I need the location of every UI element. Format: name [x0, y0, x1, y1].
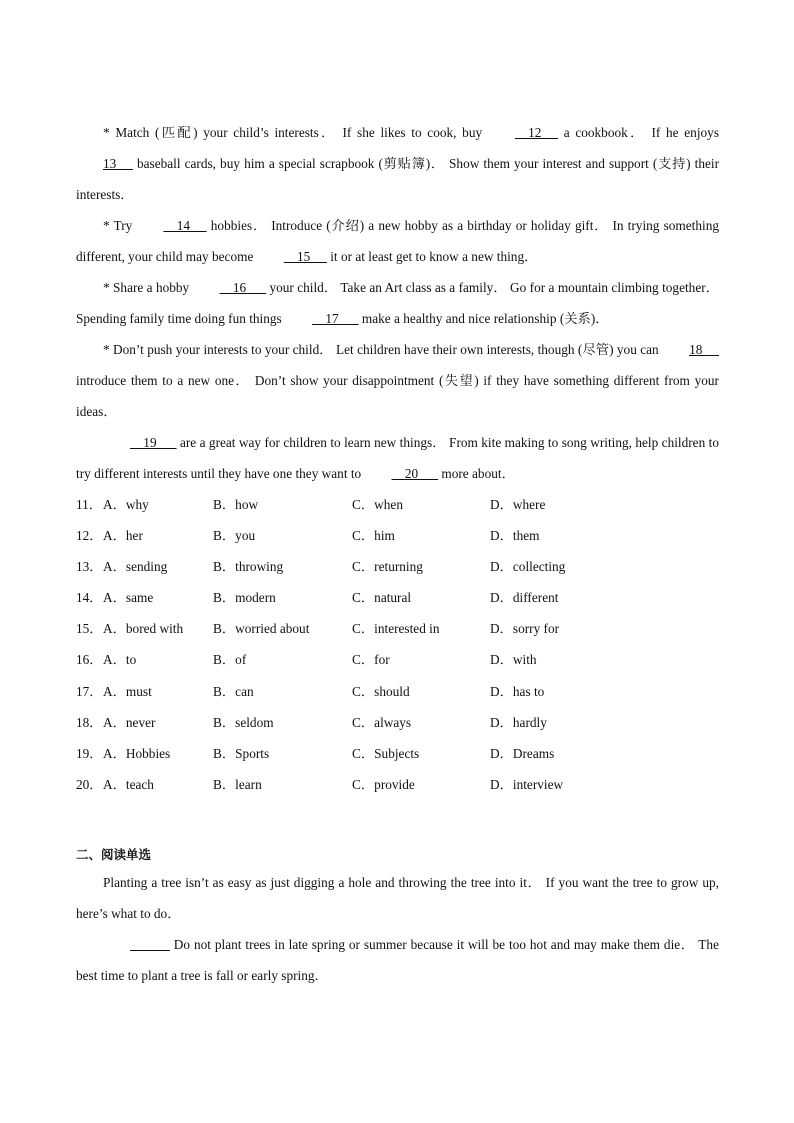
question-number: 17． [76, 683, 103, 699]
option-a: A．must [103, 683, 152, 699]
text: * Share a hobby [103, 280, 193, 295]
option-a: A．to [103, 652, 137, 668]
option-c: C．should [352, 683, 410, 699]
option-c: C．Subjects [352, 745, 420, 761]
option-a: A．same [103, 590, 154, 606]
text: hobbies． Introduce (介绍) a new hobby as a birthday or holiday gift． In trying something different, your child may become [76, 218, 719, 264]
option-d: D．Dreams [490, 745, 555, 761]
option-d: D．interview [490, 776, 564, 792]
text: your child． Take an Art class as a family． Go for a mountain climbing together． Spending family time doing fun things [76, 280, 719, 326]
document-content [76, 117, 719, 991]
option-b: B．of [213, 652, 247, 668]
text: are a great way for children to learn new things． From kite making to song writing, help children to try different interests until they have one they want to [76, 435, 719, 481]
option-d: D．where [490, 497, 546, 512]
text: make a healthy and nice relationship (关系)． [358, 311, 609, 326]
text: it or at least get to know a new thing． [326, 249, 538, 264]
text: introduce them to a new one． Don’t show your disappointment (失望) if they have something different from your ideas． [76, 373, 719, 419]
option-a: A．her [103, 528, 143, 544]
option-d: D．different [490, 590, 559, 606]
option-c: C．him [352, 528, 395, 544]
option-d: D．hardly [490, 714, 547, 730]
option-d: D．with [490, 652, 537, 668]
option-row-12 [76, 520, 719, 551]
option-row-15 [76, 613, 719, 644]
option-c: C．natural [352, 590, 412, 606]
cloze-paragraph-5 [76, 427, 719, 489]
option-a: A．why [103, 497, 149, 512]
option-row-16 [76, 644, 719, 675]
option-b: B．worried about [213, 621, 310, 637]
option-a: A．Hobbies [103, 745, 171, 761]
option-row-13 [76, 551, 719, 582]
option-b: B．Sports [213, 745, 270, 761]
options-list [76, 489, 719, 800]
option-b: B．can [213, 683, 254, 699]
option-b: B．modern [213, 590, 276, 606]
option-row-17 [76, 676, 719, 707]
section-title: 二、阅读单选 [76, 846, 152, 862]
text: * Match (匹配) your child’s interests． If she likes to cook, buy [103, 125, 488, 140]
option-row-19 [76, 738, 719, 769]
blank-17: 17 [312, 311, 359, 326]
question-number: 13． [76, 559, 103, 575]
question-number: 12． [76, 528, 103, 544]
question-number: 20． [76, 776, 103, 792]
option-b: B．you [213, 528, 256, 544]
option-row-20 [76, 769, 719, 800]
option-c: C．interested in [352, 621, 440, 637]
option-c: C．provide [352, 776, 415, 792]
option-b: B．seldom [213, 714, 274, 730]
blank-13: 13 [103, 156, 133, 171]
option-d: D．collecting [490, 559, 566, 575]
blank-14: 14 [163, 218, 207, 233]
text: a cookbook． If he enjoys [558, 125, 719, 140]
question-number: 11． [76, 497, 103, 512]
blank-19: 19 [130, 435, 177, 450]
option-c: C．for [352, 652, 390, 668]
option-b: B．how [213, 497, 259, 512]
text: Do not plant trees in late spring or summer because it will be too hot and may make them die． The best time to plant a tree is fall or early spring． [76, 936, 719, 983]
option-c: C．always [352, 714, 412, 730]
option-row-14 [76, 582, 719, 613]
text: * Don’t push your interests to your child． Let children have their own interests, though (尽管) you can [103, 342, 663, 357]
option-a: A．never [103, 714, 156, 730]
cloze-paragraph-1 [76, 117, 719, 210]
blank-15: 15 [283, 249, 327, 264]
question-number: 16． [76, 652, 103, 668]
option-a: A．sending [103, 559, 168, 575]
question-number: 15． [76, 621, 103, 637]
blank-12: 12 [514, 125, 559, 140]
blank-16: 16 [219, 280, 267, 295]
reading-paragraph-1 [76, 867, 719, 929]
text: more about． [438, 466, 515, 481]
cloze-paragraph-2 [76, 210, 719, 272]
question-number: 19． [76, 745, 103, 761]
option-b: B．learn [213, 776, 262, 792]
option-row-18 [76, 707, 719, 738]
option-row-11 [76, 489, 719, 520]
option-a: A．bored with [103, 621, 184, 637]
option-c: C．returning [352, 559, 423, 575]
option-d: D．sorry for [490, 621, 560, 637]
cloze-paragraph-4 [76, 334, 719, 427]
option-d: D．has to [490, 683, 545, 699]
option-c: C．when [352, 497, 403, 512]
text: Planting a tree isn’t as easy as just digging a hole and throwing the tree into it． If you want the tree to grow up, here’s what to do． [76, 874, 719, 921]
text: * Try [103, 218, 137, 233]
blank-20: 20 [391, 466, 439, 481]
option-b: B．throwing [213, 559, 284, 575]
reading-paragraph-2 [76, 929, 719, 991]
reading-blank [103, 929, 170, 960]
blank-18: 18 [689, 342, 719, 357]
question-number: 18． [76, 714, 103, 730]
text: baseball cards, buy him a special scrapbook (剪贴簿)． Show them your interest and support (支持) their interests． [76, 156, 719, 202]
question-number: 14． [76, 590, 103, 606]
cloze-paragraph-3 [76, 272, 719, 334]
option-a: A．teach [103, 776, 154, 792]
option-d: D．them [490, 528, 540, 544]
